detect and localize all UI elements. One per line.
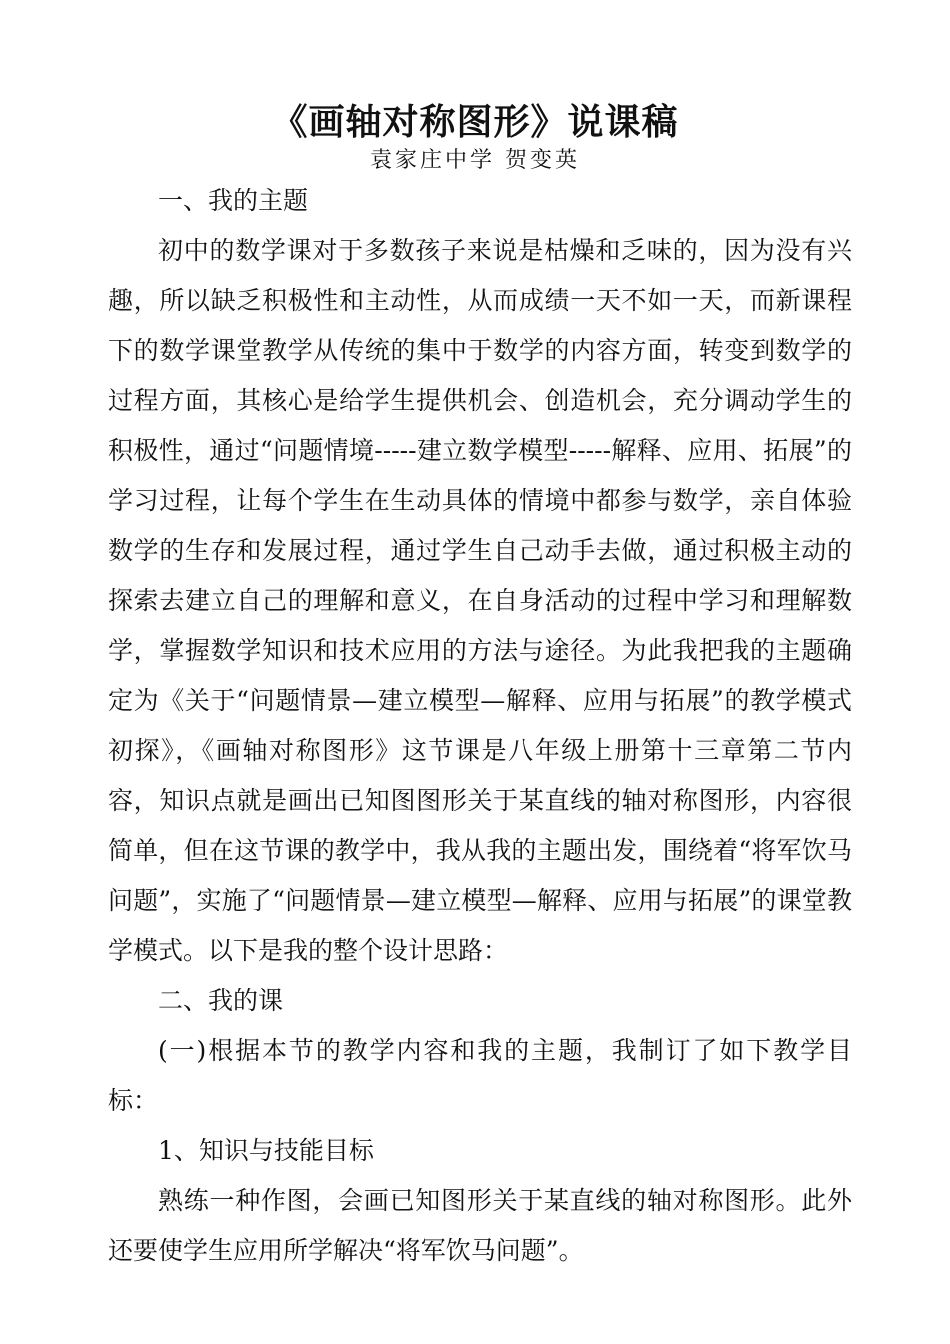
subheading-knowledge-skills: 1、知识与技能目标 — [158, 1136, 374, 1165]
section-heading-theme: 一、我的主题 — [158, 186, 309, 215]
paragraph-theme-body: 初中的数学课对于多数孩子来说是枯燥和乏味的，因为没有兴趣，所以缺乏积极性和主动性，从而成绩一天不如一天，而新课程下的数学课堂教学从传统的集中于数学的内容方面，转变到数学的过程方面，其核心是给学生提供机会、创造机会，充分调动学生的积极性，通过“问题情境-----建立数学模型-----解释、应用、拓展”的学习过程，让每个学生在生动具体的情境中都参与数学，亲自体验数学的生存和发展过程，通过学生自己动手去做，通过积极主动的探索去建立自己的理解和意义，在自身活动的过程中学习和理解数学，掌握数学知识和技术应用的方法与途径。为此我把我的主题确定为《关于“问题情景—建立模型—解释、应用与拓展”的教学模式初探》，《画轴对称图形》这节课是八年级上册第十三章第二节内容，知识点就是画出已知图图形关于某直线的轴对称图形，内容很简单，但在这节课的教学中，我从我的主题出发，围绕着“将军饮马问题”，实施了“问题情景—建立模型—解释、应用与拓展”的课堂教学模式。以下是我的整个设计思路： — [108, 236, 852, 965]
document-author: 袁家庄中学 贺变英 — [370, 148, 580, 173]
document-title: 《画轴对称图形》说课稿 — [271, 101, 679, 143]
section-heading-lesson: 二、我的课 — [158, 986, 284, 1015]
paragraph-objectives-intro: (一)根据本节的教学内容和我的主题，我制订了如下教学目标： — [108, 1036, 852, 1115]
document-body — [108, 176, 852, 1276]
paragraph-knowledge-skills: 熟练一种作图，会画已知图形关于某直线的轴对称图形。此外还要使学生应用所学解决“将军饮马问题”。 — [108, 1186, 852, 1265]
